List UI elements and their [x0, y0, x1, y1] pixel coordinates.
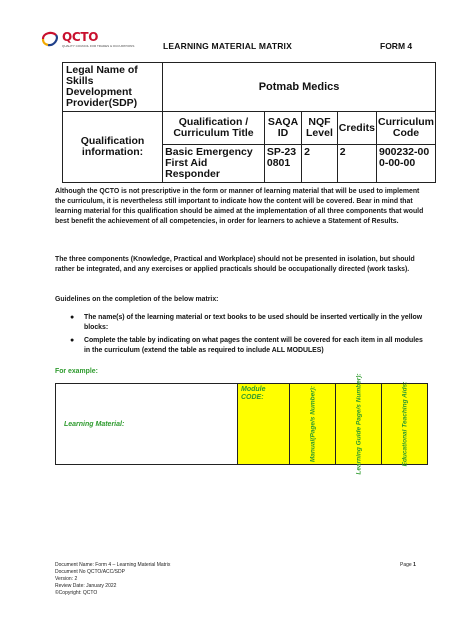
provider-label: Legal Name of Skills Development Provider(SDP) — [63, 63, 163, 112]
col-curriculum-code: Curriculum Code — [376, 112, 435, 145]
qcto-logo — [40, 30, 135, 50]
provider-info-table — [62, 62, 436, 183]
bullet-icon: ● — [70, 314, 75, 321]
page-label: Page — [400, 562, 412, 568]
list-item — [68, 336, 424, 356]
example-label: For example: — [55, 368, 98, 375]
col-saqa-id: SAQA ID — [264, 112, 301, 145]
qualification-label: Qualification information: — [63, 112, 163, 183]
curriculum-code-value: 900232-000-00-00 — [376, 145, 435, 183]
learning-material-label: Learning Material: — [56, 384, 238, 465]
learning-guide-cell — [336, 373, 382, 475]
module-code-label: Module CODE: — [238, 384, 290, 465]
credits-value: 2 — [337, 145, 376, 183]
form-number: FORM 4 — [380, 41, 413, 51]
col-qualification-title: Qualification / Curriculum Title — [163, 112, 265, 145]
document-title: LEARNING MATERIAL MATRIX — [163, 41, 292, 51]
qualification-title-value: Basic Emergency First Aid Responder — [163, 145, 265, 183]
provider-name-cell — [163, 63, 436, 112]
guidelines-heading: Guidelines on the completion of the below matrix: — [55, 296, 219, 303]
list-item — [68, 313, 424, 333]
footer-line: Document No QCTO/ACC/SDP — [55, 569, 125, 575]
provider-name: Potmab Medics — [258, 80, 340, 93]
components-paragraph: The three components (Knowledge, Practical and Workplace) should not be presented in isolation, but should rather be integrated, and any exercises or applied practicals should be occupationally directed (work tasks). — [55, 256, 415, 273]
guidelines-list — [68, 313, 424, 359]
intro-paragraph: Although the QCTO is not prescriptive in the form or manner of learning material that will be used to implement the curriculum, it is nevertheless still important to indicate how the content will be covered. Bear in mind that learning material for this qualification should be aimed at the implementation of all three components that would best benefit the achievement of all competencies, in order for learners to achieve a Statement of Results. — [55, 188, 424, 225]
qcto-swirl-icon — [40, 30, 62, 48]
logo-wordmark: QCTO — [62, 30, 99, 44]
learning-guide-label: Learning Guide Page/s Number): — [354, 373, 362, 475]
footer-line: Version: 2 — [55, 576, 78, 582]
saqa-id-value: SP-230801 — [264, 145, 301, 183]
footer-line: ©Copyright: QCTO — [55, 590, 98, 596]
nqf-level-value: 2 — [302, 145, 338, 183]
page-number — [400, 562, 416, 568]
footer-line: Document Name: Form 4 – Learning Material Matrix — [55, 562, 171, 568]
col-credits: Credits — [337, 112, 376, 145]
teaching-aids-cell — [382, 381, 428, 467]
document-footer — [55, 562, 170, 597]
learning-material-matrix — [55, 373, 428, 475]
logo-tagline: QUALITY COUNCIL FOR TRADES & OCCUPATIONS — [62, 44, 135, 48]
manual-pages-label: Manual(Page/s Number): — [308, 385, 316, 463]
col-nqf-level: NQF Level — [302, 112, 338, 145]
guideline-text: The name(s) of the learning material or text books to be used should be inserted vertically in the yellow blocks: — [84, 314, 423, 331]
manual-pages-cell — [290, 384, 336, 465]
bullet-icon: ● — [70, 337, 75, 344]
teaching-aids-label: Educational Teaching Aids: — [400, 381, 408, 467]
footer-line: Review Date: January 2022 — [55, 583, 117, 589]
guideline-text: Complete the table by indicating on what pages the content will be covered for each item in all modules in the curriculum (extend the table as required to include ALL MODULES) — [84, 337, 423, 354]
page-number-value: 1 — [413, 562, 416, 568]
